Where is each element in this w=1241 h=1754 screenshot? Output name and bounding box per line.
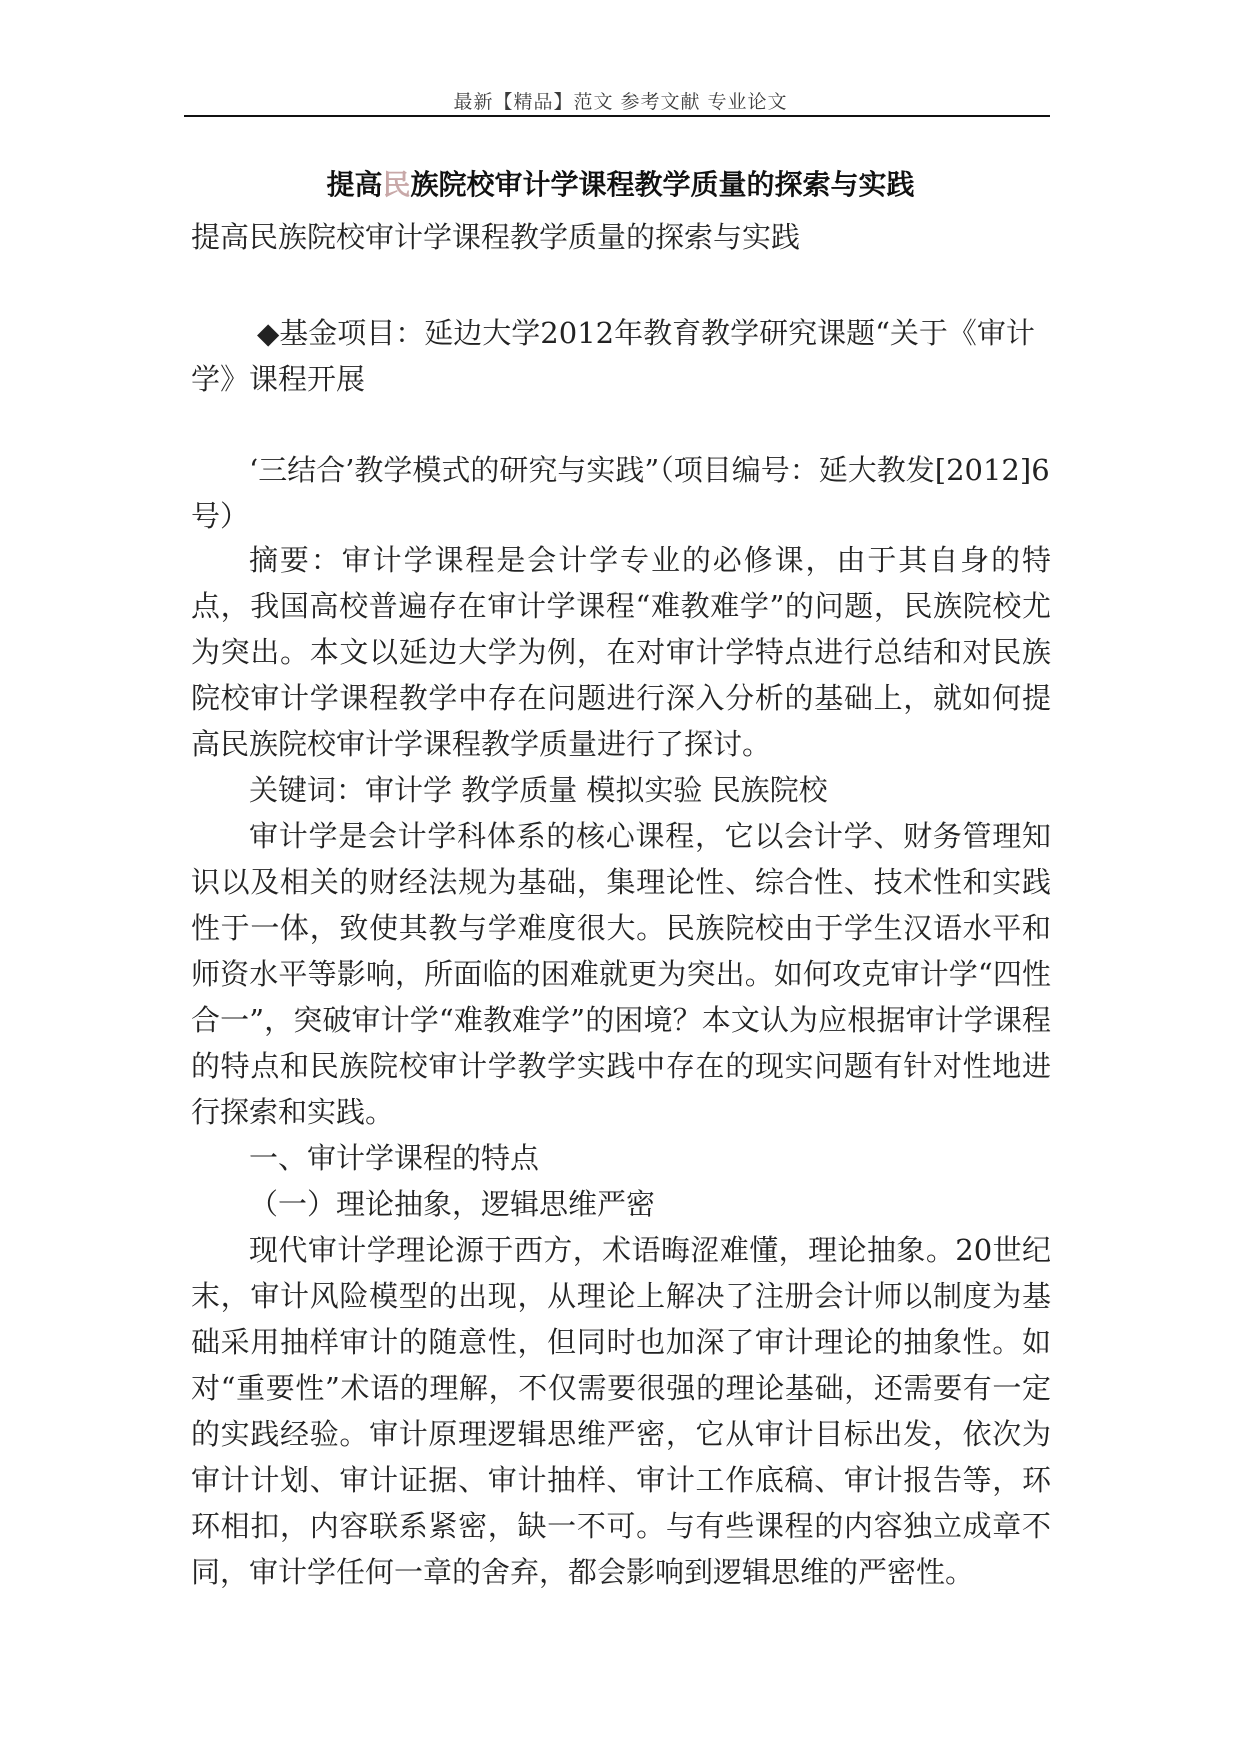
running-header: 最新【精品】范文 参考文献 专业论文	[453, 91, 788, 113]
keywords-line: 关键词：审计学 教学质量 模拟实验 民族院校	[249, 773, 828, 807]
title-part-1: 提高	[326, 168, 383, 201]
fund-note-block-2	[191, 447, 1051, 539]
title-part-2: 族院校审计学课程教学质量的探索与实践	[410, 168, 915, 201]
abstract-paragraph: 摘要：审计学课程是会计学专业的必修课，由于其自身的特点，我国高校普遍存在审计学课程“难教难学”的问题，民族院校尤为突出。本文以延边大学为例，在对审计学特点进行总结和对民族院校审计学课程教学中存在问题进行深入分析的基础上，就如何提高民族院校审计学课程教学质量进行了探讨。	[191, 543, 1051, 761]
fund-note-block	[191, 310, 1051, 402]
document-subtitle: 提高民族院校审计学课程教学质量的探索与实践	[191, 220, 801, 254]
main-text	[191, 537, 1051, 1595]
fund-note: ◆基金项目：延边大学2012年教育教学研究课题“关于《审计学》课程开展	[191, 316, 1035, 396]
title-highlight: 民	[382, 168, 411, 201]
subtitle-block	[191, 214, 1051, 260]
intro-paragraph: 审计学是会计学科体系的核心课程，它以会计学、财务管理知识以及相关的财经法规为基础，集理论性、综合性、技术性和实践性于一体，致使其教与学难度很大。民族院校由于学生汉语水平和师资水平等影响，所面临的困难就更为突出。如何攻克审计学“四性合一”，突破审计学“难教难学”的困境？本文认为应根据审计学课程的特点和民族院校审计学教学实践中存在的现实问题有针对性地进行探索和实践。	[191, 819, 1051, 1129]
section-heading-1: 一、审计学课程的特点	[249, 1141, 540, 1175]
document-title	[0, 163, 1241, 203]
body-paragraph-1: 现代审计学理论源于西方，术语晦涩难懂，理论抽象。20世纪末，审计风险模型的出现，从理论上解决了注册会计师以制度为基础采用抽样审计的随意性，但同时也加深了审计理论的抽象性。如对“重要性”术语的理解，不仅需要很强的理论基础，还需要有一定的实践经验。审计原理逻辑思维严密，它从审计目标出发，依次为审计计划、审计证据、审计抽样、审计工作底稿、审计报告等，环环相扣，内容联系紧密，缺一不可。与有些课程的内容独立成章不同，审计学任何一章的舍弃，都会影响到逻辑思维的严密性。	[191, 1233, 1051, 1589]
fund-note-2: ‘三结合’教学模式的研究与实践”（项目编号：延大教发[2012]6号）	[191, 453, 1050, 533]
header-divider	[184, 115, 1050, 117]
subsection-heading-1: （一）理论抽象，逻辑思维严密	[249, 1187, 656, 1221]
